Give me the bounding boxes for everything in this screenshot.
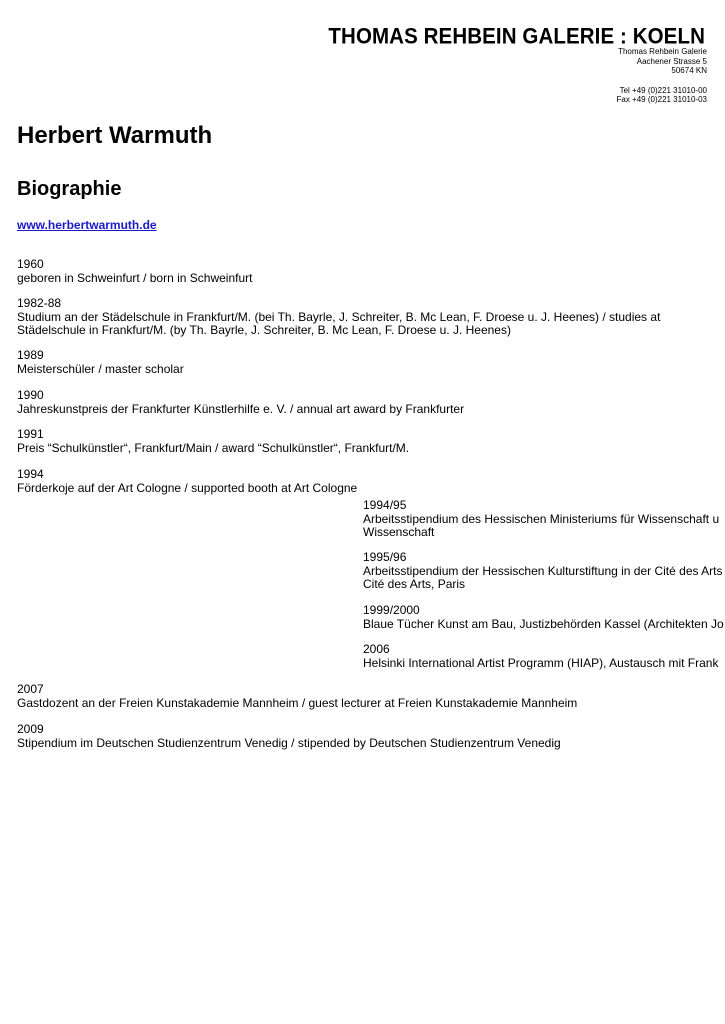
address-line-city: 50674 KN: [671, 66, 707, 75]
entry-description: Blaue Tücher Kunst am Bau, Justizbehörden Kassel (Architekten Jo: [363, 616, 724, 631]
entry-year: 1999/2000: [363, 603, 420, 617]
entry-year: 2006: [363, 642, 390, 656]
bio-entry: [17, 468, 357, 495]
gallery-address: [616, 47, 707, 105]
section-title: Biographie: [17, 178, 122, 200]
entry-description: Gastdozent an der Freien Kunstakademie Mannheim / guest lecturer at Freien Kunstakademie Mannheim: [17, 695, 578, 710]
artist-name: Herbert Warmuth: [17, 122, 213, 149]
entry-year: 1994/95: [363, 498, 407, 512]
entry-year: 1991: [17, 427, 44, 441]
entry-description: Förderkoje auf der Art Cologne / supported booth at Art Cologne: [17, 480, 358, 495]
entry-year: 1990: [17, 388, 44, 402]
entry-description: Arbeitsstipendium des Hessischen Ministeriums für Wissenschaft u Wissenschaft: [363, 511, 720, 539]
gallery-logo: THOMAS REHBEIN GALERIE : KOELN: [328, 24, 705, 49]
entry-year: 1982-88: [17, 296, 62, 310]
entry-year: 1989: [17, 348, 44, 362]
entry-description: Preis “Schulkünstler“, Frankfurt/Main / award “Schulkünstler“, Frankfurt/M.: [17, 440, 410, 455]
entry-description: geboren in Schweinfurt / born in Schweinfurt: [17, 270, 253, 285]
bio-entry: [17, 723, 561, 750]
address-line-name: Thomas Rehbein Galerie: [618, 47, 707, 56]
entry-description: Jahreskunstpreis der Frankfurter Künstlerhilfe e. V. / annual art award by Frankfurter: [17, 401, 465, 416]
bio-entry: [363, 604, 724, 631]
entry-description: Studium an der Städelschule in Frankfurt/M. (bei Th. Bayrle, J. Schreiter, B. Mc Lean, F. Droese u. J. Heenes) / studies at Städelschule in Frankfurt/M. (by Th. Bayrle, J. Schreiter, B. Mc Lean, F. Droese u. J. Heenes): [17, 309, 661, 337]
gallery-tel: Tel +49 (0)221 31010-00: [619, 85, 707, 95]
bio-entry: [17, 683, 577, 710]
entry-description: Stipendium im Deutschen Studienzentrum Venedig / stipended by Deutschen Studienzentrum Venedig: [17, 735, 561, 750]
address-line-street: Aachener Strasse 5: [636, 56, 707, 66]
entry-year: 1960: [17, 257, 44, 271]
bio-entry: [17, 258, 252, 285]
entry-description: Arbeitsstipendium der Hessischen Kulturstiftung in der Cité des Arts Cité des Arts, Paris: [363, 563, 723, 591]
entry-description: Meisterschüler / master scholar: [17, 361, 184, 376]
gallery-fax: Fax +49 (0)221 31010-03: [616, 95, 707, 104]
entry-description: Helsinki International Artist Programm (HIAP), Austausch mit Frank: [363, 655, 719, 670]
bio-entry: [17, 389, 464, 416]
entry-year: 2009: [17, 722, 44, 736]
bio-entry: [363, 643, 718, 670]
bio-entry: [17, 349, 184, 376]
website-link[interactable]: www.herbertwarmuth.de: [17, 218, 157, 232]
bio-entry: [363, 499, 719, 540]
bio-entry: [17, 297, 660, 338]
entry-year: 1995/96: [363, 550, 407, 564]
entry-year: 1994: [17, 467, 44, 481]
bio-entry: [363, 551, 723, 592]
entry-year: 2007: [17, 682, 44, 696]
bio-entry: [17, 428, 409, 455]
